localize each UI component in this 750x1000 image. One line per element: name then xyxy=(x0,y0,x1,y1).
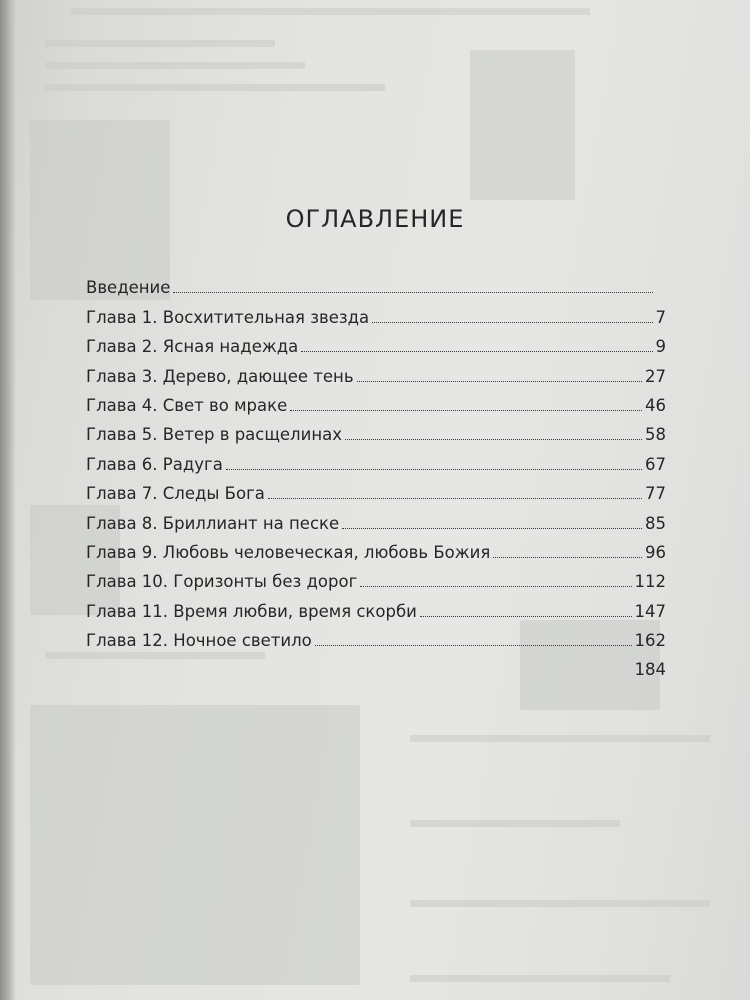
toc-entry-chapter-2 xyxy=(86,327,666,356)
toc-entry-label: Глава 12. Ночное светило xyxy=(86,631,312,651)
toc-entry-page: 77 xyxy=(645,484,666,504)
toc-entry-chapter-1 xyxy=(86,297,666,326)
show-through-image xyxy=(30,705,360,985)
table-of-contents xyxy=(86,268,666,679)
toc-entry-chapter-8 xyxy=(86,503,666,532)
toc-entry-page: 85 xyxy=(645,513,666,533)
toc-entry-label: Глава 11. Время любви, время скорби xyxy=(86,601,417,621)
toc-entry-page: 147 xyxy=(634,601,666,621)
toc-dot-leader xyxy=(372,322,652,323)
toc-dot-leader xyxy=(357,381,642,382)
show-through-text xyxy=(410,735,710,742)
toc-dot-leader xyxy=(226,469,642,470)
toc-dot-leader xyxy=(420,616,632,617)
show-through-text xyxy=(410,975,670,982)
toc-dot-leader xyxy=(345,439,642,440)
toc-dot-leader xyxy=(268,498,642,499)
toc-entry-label: Глава 9. Любовь человеческая, любовь Божия xyxy=(86,542,491,562)
toc-dot-leader xyxy=(342,528,642,529)
toc-entry-chapter-4 xyxy=(86,386,666,415)
toc-title: ОГЛАВЛЕНИЕ xyxy=(285,205,465,233)
toc-entry-page: 96 xyxy=(645,542,666,562)
toc-entry-chapter-9 xyxy=(86,533,666,562)
toc-entry-label: Глава 5. Ветер в расщелинах xyxy=(86,425,342,445)
toc-dot-leader xyxy=(360,586,631,587)
toc-entry-page: 46 xyxy=(645,395,666,415)
show-through-text xyxy=(45,40,275,47)
toc-trailing-page-row xyxy=(86,650,666,679)
toc-entry-page: 67 xyxy=(645,454,666,474)
toc-dot-leader xyxy=(173,292,653,293)
toc-entry-page: 27 xyxy=(645,366,666,386)
toc-entry-chapter-12 xyxy=(86,621,666,650)
toc-entry-chapter-7 xyxy=(86,474,666,503)
toc-entry-label: Глава 7. Следы Бога xyxy=(86,484,265,504)
show-through-text xyxy=(70,8,590,15)
toc-dot-leader xyxy=(89,674,632,675)
toc-entry-page: 112 xyxy=(634,572,666,592)
toc-trailing-page: 184 xyxy=(634,660,666,680)
toc-entry-page: 58 xyxy=(645,425,666,445)
toc-entry-page: 162 xyxy=(634,631,666,651)
toc-entry-chapter-5 xyxy=(86,415,666,444)
toc-entry-chapter-3 xyxy=(86,356,666,385)
show-through-text xyxy=(410,820,620,827)
toc-entry-introduction xyxy=(86,268,666,297)
show-through-text xyxy=(45,84,385,91)
toc-entry-chapter-10 xyxy=(86,562,666,591)
toc-entry-label: Глава 3. Дерево, дающее тень xyxy=(86,366,354,386)
toc-dot-leader xyxy=(290,410,642,411)
toc-entry-label: Глава 10. Горизонты без дорог xyxy=(86,572,358,592)
toc-dot-leader xyxy=(315,645,632,646)
show-through-image xyxy=(470,50,575,200)
toc-dot-leader xyxy=(301,351,652,352)
page-edge-shadow xyxy=(0,0,16,1000)
toc-entry-label: Глава 6. Радуга xyxy=(86,454,223,474)
toc-entry-page: 9 xyxy=(655,337,666,357)
toc-dot-leader xyxy=(493,557,642,558)
toc-entry-chapter-6 xyxy=(86,444,666,473)
toc-entry-page: 7 xyxy=(655,307,666,327)
toc-entry-label: Глава 1. Восхитительная звезда xyxy=(86,307,370,327)
toc-entry-label: Глава 4. Свет во мраке xyxy=(86,395,288,415)
toc-entry-chapter-11 xyxy=(86,591,666,620)
toc-entry-label: Глава 8. Бриллиант на песке xyxy=(86,513,340,533)
show-through-text xyxy=(410,900,710,907)
toc-entry-label: Введение xyxy=(86,278,171,298)
toc-entry-label: Глава 2. Ясная надежда xyxy=(86,337,299,357)
show-through-text xyxy=(45,62,305,69)
